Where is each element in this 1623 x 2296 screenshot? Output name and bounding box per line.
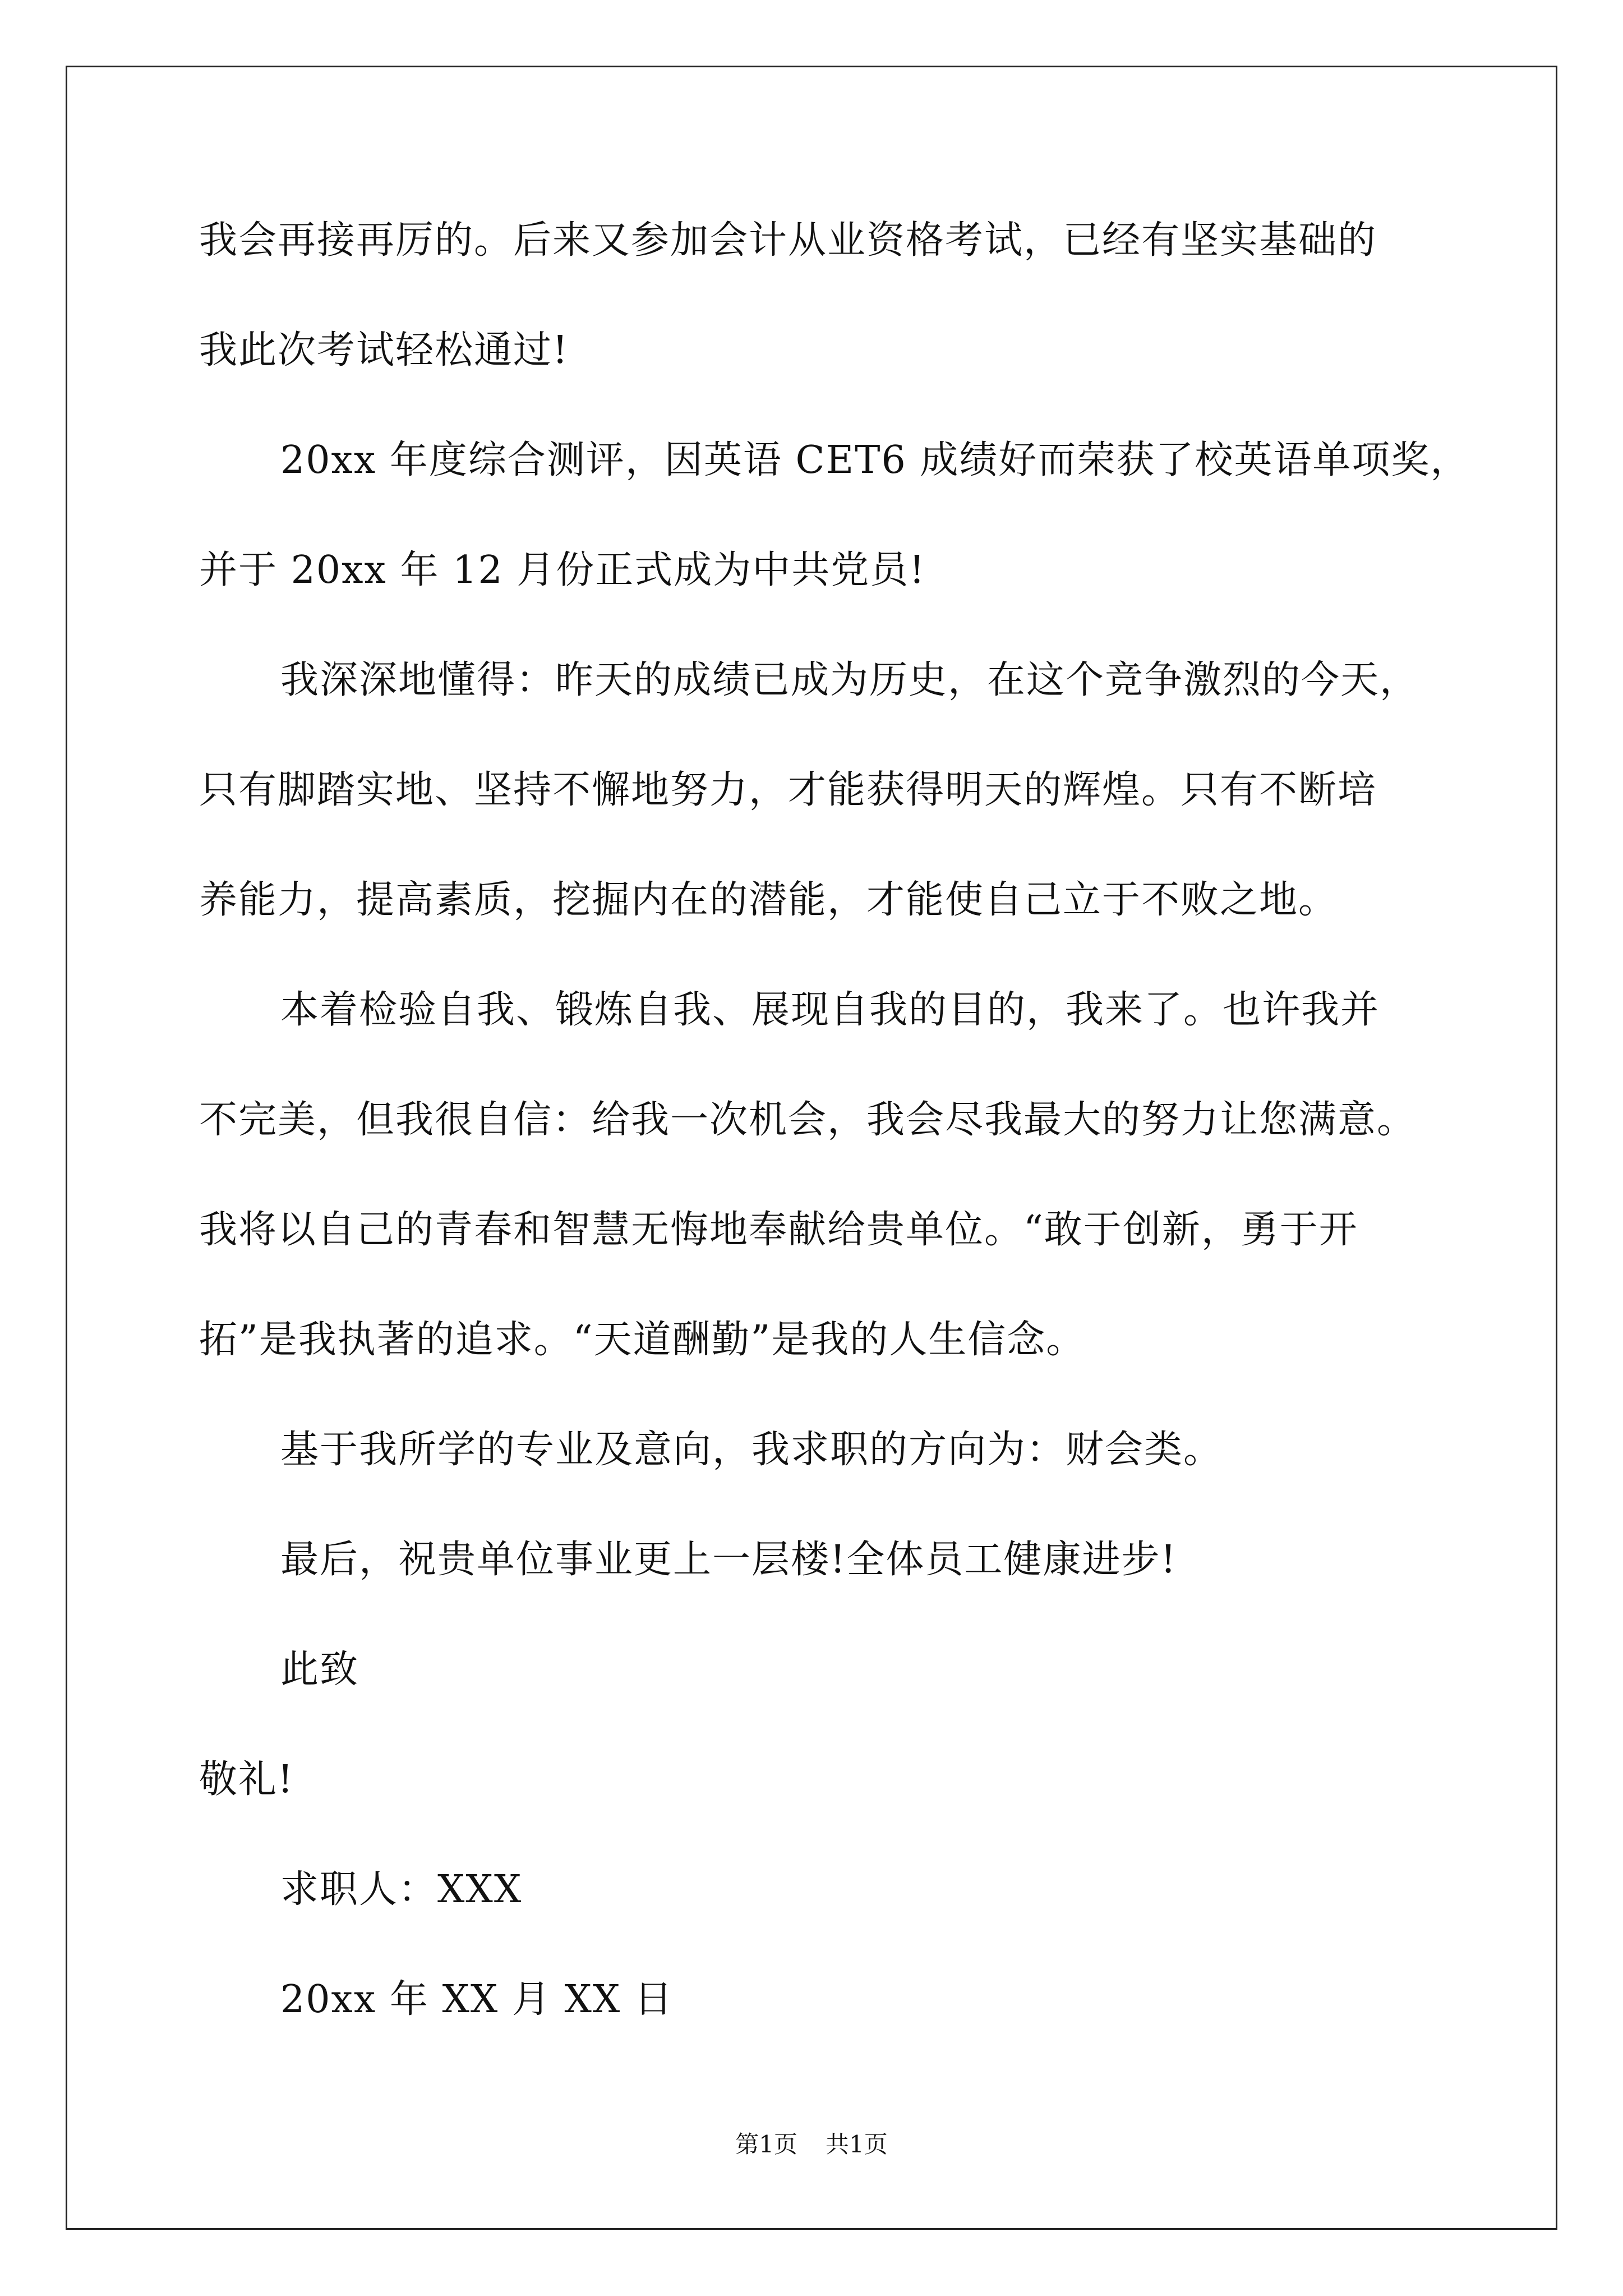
text-line: 我会再接再厉的。后来又参加会计从业资格考试，已经有坚实基础的: [199, 218, 1377, 263]
text-line: 我深深地懂得：昨天的成绩已成为历史，在这个竞争激烈的今天，: [280, 658, 1419, 702]
page-footer: [0, 2129, 1623, 2160]
text-line: 基于我所学的专业及意向，我求职的方向为：财会类。: [280, 1428, 1223, 1472]
closing-regards: 敬礼!: [199, 1757, 294, 1802]
text-line: 养能力，提高素质，挖掘内在的潜能，才能使自己立于不败之地。: [199, 878, 1338, 922]
text-line: 我将以自己的青春和智慧无悔地奉献给贵单位。“敢于创新，勇于开: [199, 1208, 1358, 1252]
letter-date: 20xx 年 XX 月 XX 日: [280, 1977, 674, 2022]
applicant-signature: 求职人：XXX: [280, 1867, 523, 1912]
page-current: 第1页: [735, 2131, 797, 2158]
closing-salutation: 此致: [280, 1648, 359, 1692]
text-line: 只有脚踏实地、坚持不懈地努力，才能获得明天的辉煌。只有不断培: [199, 768, 1377, 812]
document-body: [199, 216, 1472, 2085]
text-line: 最后，祝贵单位事业更上一层楼!全体员工健康进步!: [280, 1538, 1177, 1582]
text-line: 拓”是我执著的追求。“天道酬勤”是我的人生信念。: [199, 1318, 1086, 1362]
page-total: 共1页: [826, 2131, 888, 2158]
text-line: 我此次考试轻松通过!: [199, 328, 569, 372]
text-line: 不完美，但我很自信：给我一次机会，我会尽我最大的努力让您满意。: [199, 1098, 1417, 1142]
text-line: 并于 20xx 年 12 月份正式成为中共党员!: [199, 548, 926, 592]
text-line: 20xx 年度综合测评，因英语 CET6 成绩好而荣获了校英语单项奖，: [280, 438, 1470, 482]
text-line: 本着检验自我、锻炼自我、展现自我的目的，我来了。也许我并: [280, 988, 1380, 1032]
